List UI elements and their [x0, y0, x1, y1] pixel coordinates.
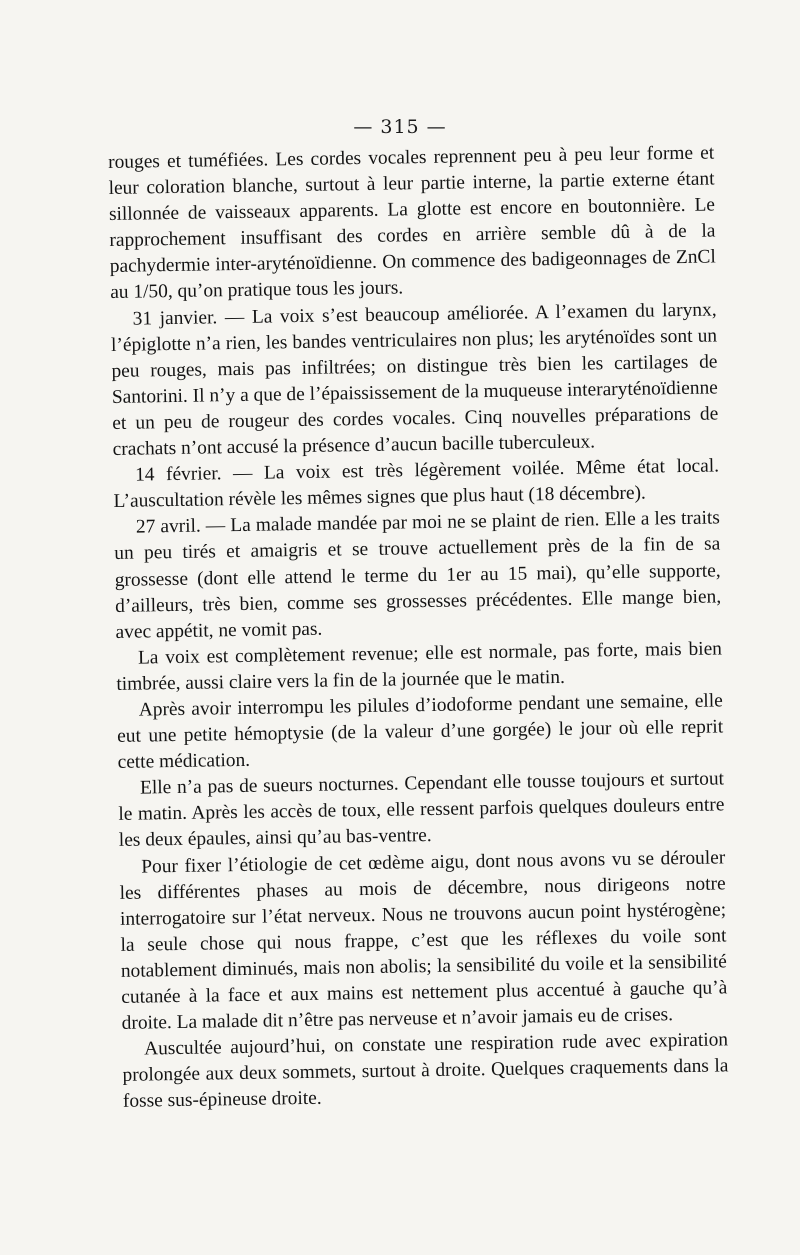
paragraph-3: 14 février. — La voix est très légèrement voilée. Même état local. L’auscultation révèle les mêmes signes que plus haut (18 décembre).: [113, 455, 720, 513]
paragraph-2: 31 janvier. — La voix s’est beaucoup améliorée. A l’examen du larynx, l’épiglotte n’a rien, les bandes ventriculaires non plus; les aryténoïdes sont un peu rouges, mais pas infiltrées; on distingue très bien les cartilages de Santorini. Il n’y a que de l’épaississement de la muqueuse interaryténoïdienne et un peu de rougeur des cordes vocales. Cinq nouvelles préparations de crachats n’ont accusé la présence d’aucun bacille tuberculeux.: [110, 299, 719, 460]
page-number: — 315 —: [353, 116, 447, 138]
paragraph-4: 27 avril. — La malade mandée par moi ne se plaint de rien. Elle a les traits un peu tirés et amaigris et se trouve actuellement près de la fin de sa grossesse (dont elle attend le terme du 1er au 15 mai), qu’elle supporte, d’ailleurs, très bien, comme ses grossesses précédentes. Elle mange bien, avec appétit, ne vomit pas.: [114, 507, 722, 643]
paragraph-7: Elle n’a pas de sueurs nocturnes. Cependant elle tousse toujours et surtout le matin. Après les accès de toux, elle ressent parfois quelques douleurs entre les deux épaules, ainsi qu’au bas-ventre.: [118, 768, 725, 852]
paragraph-6: Après avoir interrompu les pilules d’iodoforme pendant une semaine, elle eut une petite hémoptysie (de la valeur d’une gorgée) le jour où elle reprit cette médication.: [117, 690, 724, 774]
paragraph-5: La voix est complètement revenue; elle est normale, pas forte, mais bien timbrée, aussi claire vers la fin de la journée que le matin.: [116, 638, 723, 695]
paragraph-8: Pour fixer l’étiologie de cet œdème aigu, dont nous avons vu se dérouler les différentes phases au mois de décembre, nous dirigeons notre interrogatoire sur l’état nerveux. Nous ne trouvons aucun point hystérogène; la seule chose qui nous frappe, c’est que les réflexes du voile sont notablement diminués, mais non abolis; la sensibilité du voile et la sensibilité cutanée à la face et aux mains est nettement plus accentué à gauche qu’à droite. La malade dit n’être pas nerveuse et n’avoir jamais eu de crises.: [119, 846, 728, 1034]
paragraph-1: rouges et tuméfiées. Les cordes vocales reprennent peu à peu leur forme et leur coloration blanche, surtout à leur partie interne, la partie externe étant sillonnée de vaisseaux apparents. La glotte est encore en boutonnière. Le rapprochement insuffisant des cordes en arrière semble dû à de la pachydermie inter-aryténoïdienne. On commence des badigeonnages de ZnCl au 1/50, qu’on pratique tous les jours.: [108, 142, 716, 304]
body-text: [108, 140, 729, 1115]
paragraph-9: Auscultée aujourd’hui, on constate une respiration rude avec expiration prolongée aux deux sommets, surtout à droite. Quelques craquements dans la fosse sus-épineuse droite.: [122, 1029, 729, 1113]
